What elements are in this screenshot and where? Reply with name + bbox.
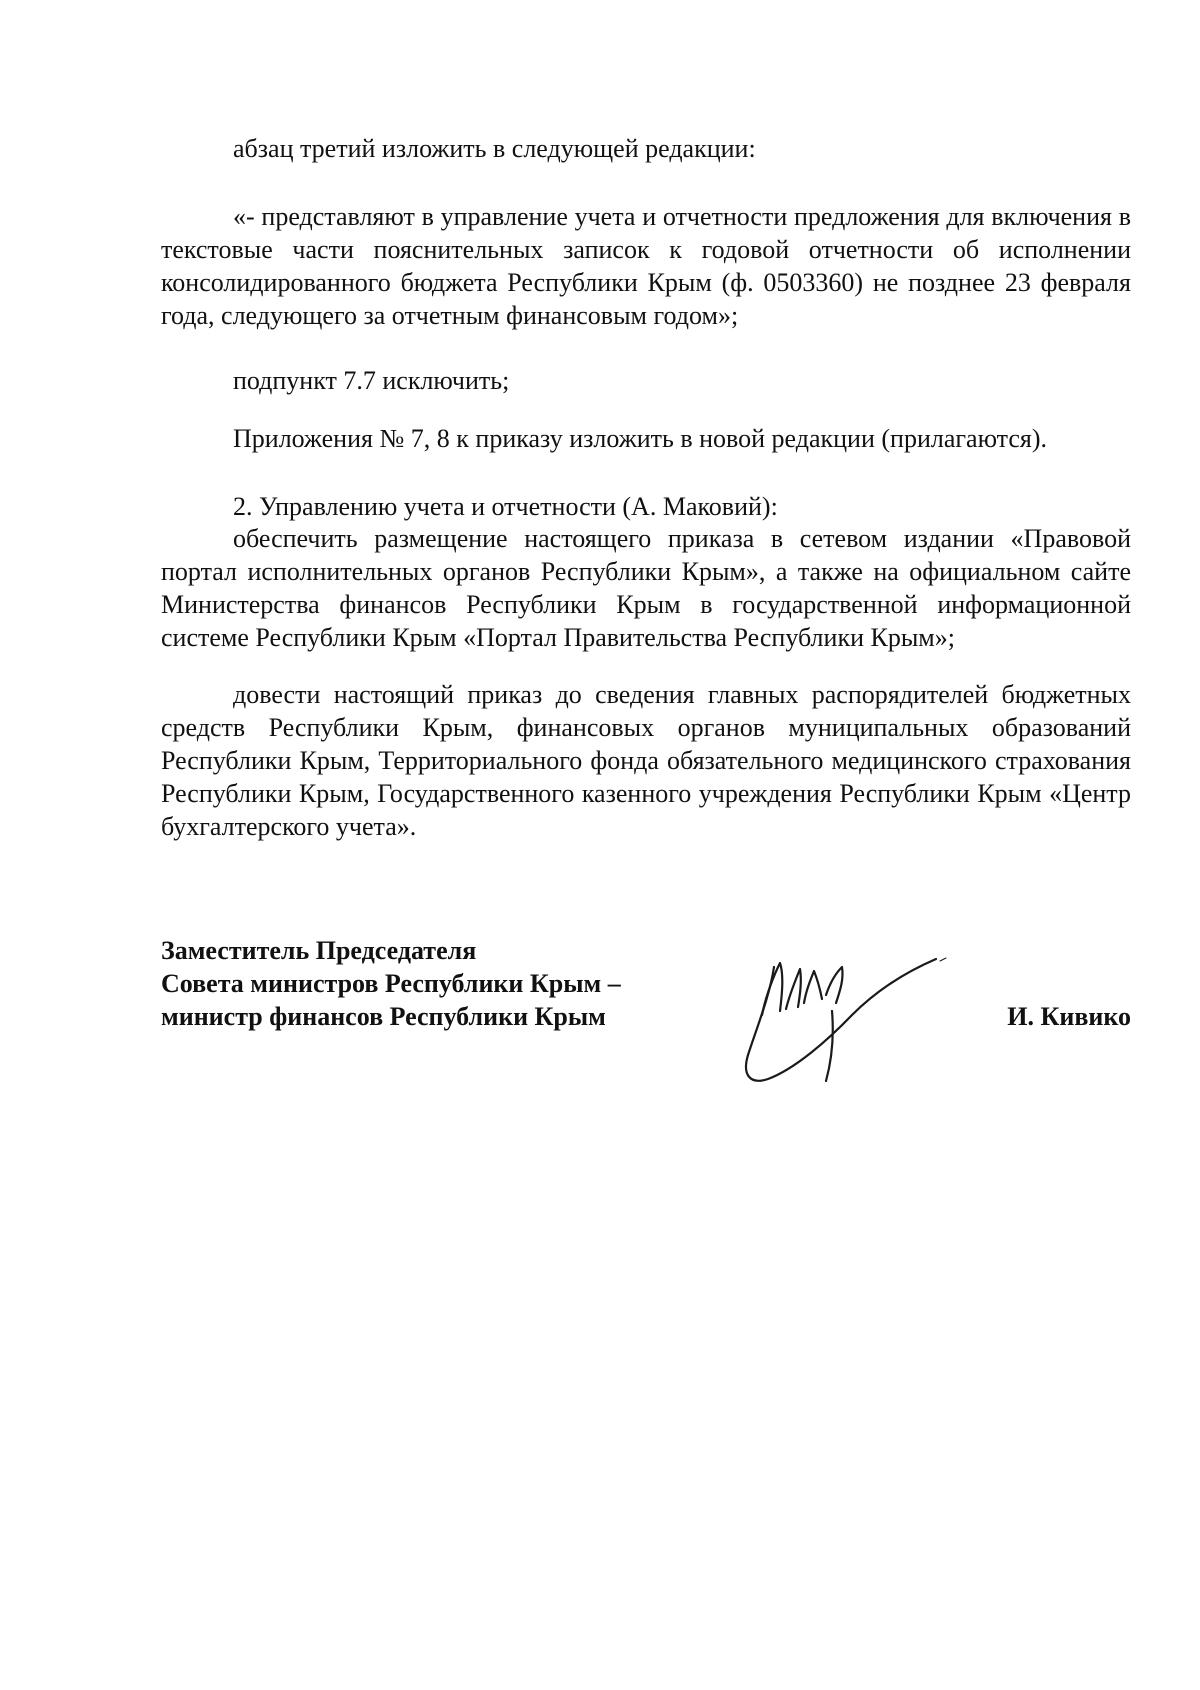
paragraph-text: Приложения № 7, 8 к приказу изложить в новой редакции (прилагаются). (233, 424, 1048, 453)
paragraph-text: 2. Управлению учета и отчетности (А. Маковий): (233, 492, 778, 521)
paragraph-text: обеспечить размещение настоящего приказа в сетевом издании «Правовой портал исполнительных органов Республики Крым», а также на официальном сайте Министерства финансов Республики Крым в государственной информационной системе Республики Крым «Портал Правительства Республики Крым»; (161, 524, 1131, 652)
signatory-title (161, 934, 621, 1033)
paragraph-text: подпункт 7.7 исключить; (233, 366, 510, 395)
paragraph-3 (161, 364, 1131, 397)
signatory-name: И. Кивико (1007, 1002, 1131, 1031)
paragraph-7 (161, 678, 1131, 843)
signatory-title-line: министр финансов Республики Крым (161, 1002, 606, 1031)
paragraph-6 (161, 522, 1131, 654)
paragraph-5 (161, 490, 1131, 523)
paragraph-4 (161, 422, 1131, 455)
signatory-title-line: Совета министров Республики Крым – (161, 969, 621, 998)
paragraph-2 (161, 200, 1131, 332)
paragraph-text: довести настоящий приказ до сведения главных распорядителей бюджетных средств Республики Крым, финансовых органов муниципальных образований Республики Крым, Территориального фонда обязательного медицинского страхования Республики Крым, Государственного казенного учреждения Республики Крым «Центр бухгалтерского учета». (161, 680, 1131, 841)
handwritten-signature (740, 955, 950, 1090)
paragraph-1 (161, 132, 1131, 165)
paragraph-text: «- представляют в управление учета и отчетности предложения для включения в текстовые части пояснительных записок к годовой отчетности об исполнении консолидированного бюджета Республики Крым (ф. 0503360) не позднее 23 февраля года, следующего за отчетным финансовым годом»; (161, 202, 1131, 330)
paragraph-text: абзац третий изложить в следующей редакции: (233, 134, 756, 163)
signatory-title-line: Заместитель Председателя (161, 936, 477, 965)
